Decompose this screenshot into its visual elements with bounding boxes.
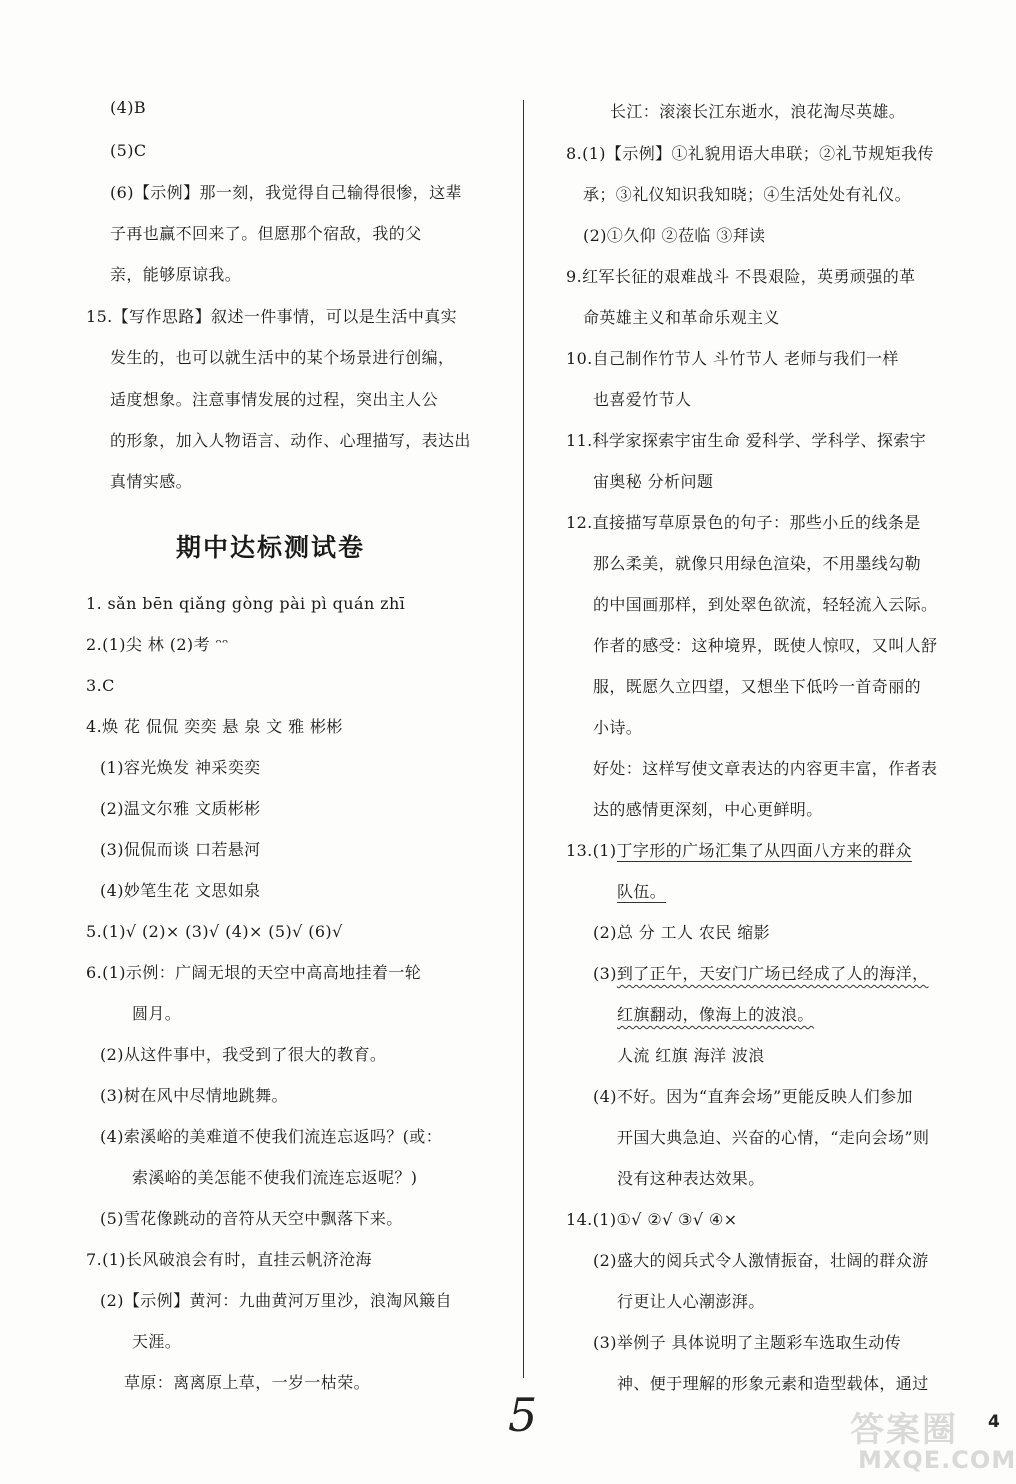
answer-line: 作者的感受：这种境界，既使人惊叹，又叫人舒 <box>593 636 938 655</box>
answer-line: (5)C <box>110 141 147 160</box>
answer-line: 7.(1)长风破浪会有时，直挂云帆济沧海 <box>86 1250 372 1269</box>
answer-line <box>566 840 912 862</box>
answer-line: 子再也赢不回来了。但愿那个宿敌，我的父 <box>110 224 422 243</box>
answer-line: 那么柔美，就像只用绿色渲染，不用墨线勾勒 <box>593 554 922 573</box>
answer-line: 长江：滚滚长江东逝水，浪花淘尽英雄。 <box>610 102 906 121</box>
answer-line: 达的感情更深刻，中心更鲜明。 <box>593 800 823 819</box>
answer-line: (3)举例子 具体说明了主题彩车选取生动传 <box>593 1333 902 1352</box>
column-divider <box>523 100 524 1378</box>
answer-line: (4)索溪峪的美难道不使我们流连忘返吗？(或： <box>100 1127 443 1146</box>
item-number: (3) <box>593 964 617 983</box>
answer-line: 亲，能够原谅我。 <box>110 265 242 284</box>
answer-line: (2)温文尔雅 文质彬彬 <box>100 799 261 818</box>
section-title: 期中达标测试卷 <box>176 533 366 562</box>
answer-line: 也喜爱竹节人 <box>593 390 692 409</box>
answer-line: (5)雪花像跳动的音符从天空中飘落下来。 <box>100 1209 403 1228</box>
answer-line: (2)总 分 工人 农民 缩影 <box>593 923 771 942</box>
answer-line: 9.红军长征的艰难战斗 不畏艰险，英勇顽强的革 <box>566 267 916 286</box>
item-number: 13.(1) <box>566 841 617 860</box>
answer-line: 神、便于理解的形象元素和造型载体，通过 <box>617 1374 929 1393</box>
answer-line: 真情实感。 <box>110 472 193 491</box>
answer-line: 6.(1)示例：广阔无垠的天空中高高地挂着一轮 <box>86 963 422 982</box>
answer-line: 11.科学家探索宇宙生命 爱科学、学科学、探索宇 <box>566 431 927 450</box>
answer-line: (2)盛大的阅兵式令人激情振奋，壮阔的群众游 <box>593 1251 929 1270</box>
answer-line: 天涯。 <box>132 1332 182 1351</box>
answer-line: 行更让人心潮澎湃。 <box>617 1292 765 1311</box>
wavy-underlined-sentence: 红旗翻动，像海上的波浪。 <box>617 1005 814 1024</box>
answer-line: 适度想象。注意事情发展的过程，突出主人公 <box>110 390 439 409</box>
answer-line: (3)树在风中尽情地跳舞。 <box>100 1086 288 1105</box>
watermark-logo: 答案圈 <box>850 1410 958 1450</box>
answer-line: 1. sǎn bēn qiǎng gòng pài pì quán zhī <box>86 594 406 613</box>
answer-line: 开国大典急迫、兴奋的心情，“走向会场”则 <box>617 1128 930 1147</box>
answer-line: 的形象，加入人物语言、动作、心理描写，表达出 <box>110 431 471 450</box>
answer-line: 人流 红旗 海洋 波浪 <box>617 1046 765 1065</box>
answer-line: 12.直接描写草原景色的句子：那些小丘的线条是 <box>566 513 921 532</box>
answer-line: 10.自己制作竹节人 斗竹节人 老师与我们一样 <box>566 349 899 368</box>
page-edge-digit: 4 <box>988 1412 1000 1432</box>
answer-line: 承；③礼仪知识我知晓；④生活处处有礼仪。 <box>583 185 912 204</box>
answer-line: 2.(1)尖 林 (2)考 ᵔᵔ <box>86 635 229 654</box>
underlined-sentence: 队伍。 <box>617 882 667 901</box>
answer-line: (2)【示例】黄河：九曲黄河万里沙，浪淘风簸自 <box>100 1291 452 1310</box>
answer-line: 服，既愿久立四望，又想坐下低吟一首奇丽的 <box>593 677 922 696</box>
answer-line: 小诗。 <box>593 718 643 737</box>
watermark-url: MXQE.COM <box>858 1446 1016 1474</box>
answer-line: 好处：这样写使文章表达的内容更丰富，作者表 <box>593 759 938 778</box>
answer-line <box>593 963 928 985</box>
answer-line: 没有这种表达效果。 <box>617 1169 765 1188</box>
handwritten-page-number: 5 <box>508 1388 538 1442</box>
answer-line: 5.(1)√ (2)× (3)√ (4)× (5)√ (6)√ <box>86 922 343 941</box>
answer-line: 索溪峪的美怎能不使我们流连忘返呢？) <box>132 1168 418 1187</box>
answer-line: (2)①久仰 ②莅临 ③拜读 <box>583 226 766 245</box>
answer-line: 14.(1)①√ ②√ ③√ ④× <box>566 1210 738 1229</box>
answer-line: 4.焕 花 侃侃 奕奕 悬 泉 文 雅 彬彬 <box>86 717 343 736</box>
answer-line: 发生的，也可以就生活中的某个场景进行创编， <box>110 348 455 367</box>
answer-line: (4)不好。因为“直奔会场”更能反映人们参加 <box>593 1087 913 1106</box>
answer-line: 宙奥秘 分析问题 <box>593 472 714 491</box>
answer-line: (2)从这件事中，我受到了很大的教育。 <box>100 1045 387 1064</box>
answer-line <box>617 881 666 903</box>
answer-line: 8.(1)【示例】①礼貌用语大串联；②礼节规矩我传 <box>566 144 934 163</box>
answer-line: 命英雄主义和革命乐观主义 <box>583 308 780 327</box>
answer-line: 3.C <box>86 676 115 695</box>
answer-line <box>617 1004 814 1026</box>
answer-line: (4)妙笔生花 文思如泉 <box>100 881 261 900</box>
answer-line: (1)容光焕发 神采奕奕 <box>100 758 261 777</box>
underlined-sentence: 丁字形的广场汇集了从四面八方来的群众 <box>616 841 912 860</box>
answer-line: 的中国画那样，到处翠色欲流，轻轻流入云际。 <box>593 595 938 614</box>
answer-line: 草原：离离原上草，一岁一枯荣。 <box>124 1373 371 1392</box>
answer-line: 圆月。 <box>132 1004 182 1023</box>
wavy-underlined-sentence: 到了正午，天安门广场已经成了人的海洋， <box>616 964 929 983</box>
answer-line: (3)侃侃而谈 口若悬河 <box>100 840 261 859</box>
answer-line: 15.【写作思路】叙述一件事情，可以是生活中真实 <box>86 307 458 326</box>
answer-line: (4)B <box>110 98 147 117</box>
answer-line: (6)【示例】那一刻，我觉得自己输得很惨，这辈 <box>110 183 462 202</box>
